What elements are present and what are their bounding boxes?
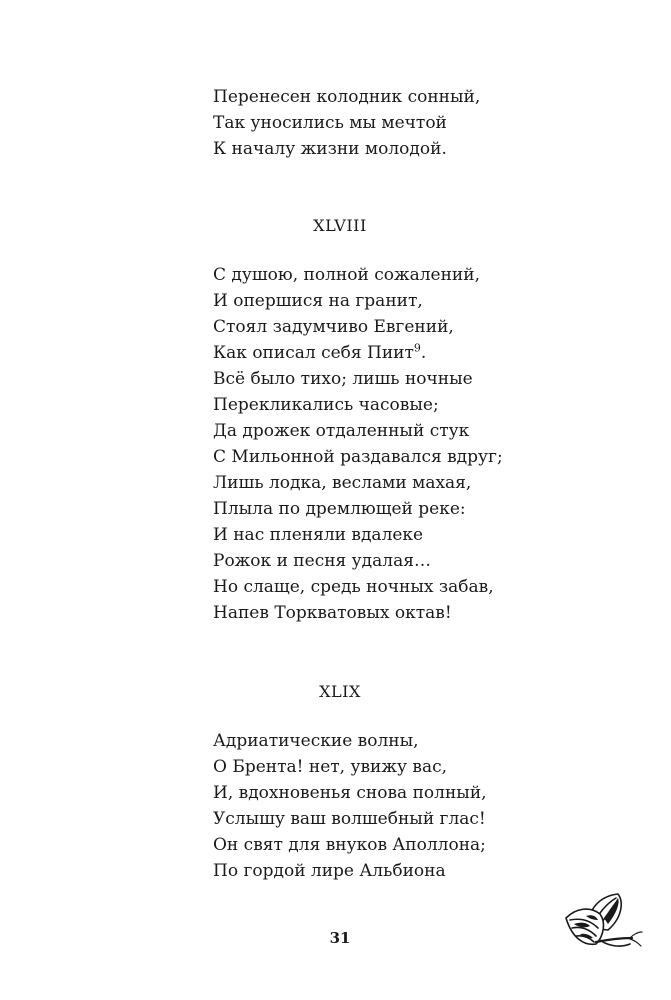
verse-line: Перекликались часовые; bbox=[213, 395, 439, 415]
stanza-heading: XLIX bbox=[319, 682, 361, 701]
verse-line: И нас пленяли вдалеке bbox=[213, 525, 424, 545]
page-number: 31 bbox=[329, 929, 351, 947]
verse-line: Он свят для внуков Аполлона; bbox=[213, 835, 486, 855]
stanza-xlix bbox=[213, 728, 487, 884]
verse-line: По гордой лире Альбиона bbox=[213, 861, 446, 881]
verse-line: Услышу ваш волшебный глас! bbox=[213, 809, 486, 829]
verse-line: К началу жизни молодой. bbox=[213, 139, 447, 159]
verse-line: Плыла по дремлющей реке: bbox=[213, 499, 466, 519]
footnote-marker[interactable]: 9 bbox=[413, 341, 421, 355]
stanza-xlviii bbox=[213, 262, 503, 626]
verse-line-with-footnote bbox=[213, 340, 503, 366]
stanza-continuation bbox=[213, 84, 480, 162]
verse-line: Напев Торкватовых октав! bbox=[213, 603, 452, 623]
verse-line: Всё было тихо; лишь ночные bbox=[213, 369, 473, 389]
verse-line: Адриатические волны, bbox=[213, 731, 419, 751]
verse-line: О Брента! нет, увижу вас, bbox=[213, 757, 448, 777]
verse-line: Лишь лодка, веслами махая, bbox=[213, 473, 472, 493]
verse-line: И, вдохновенья снова полный, bbox=[213, 783, 487, 803]
stanza-heading: XLVIII bbox=[313, 216, 367, 235]
verse-line: И опершися на гранит, bbox=[213, 291, 423, 311]
verse-text: Как описал себя Пиит bbox=[213, 343, 414, 363]
verse-line: Перенесен колодник сонный, bbox=[213, 87, 481, 107]
verse-line: Так уносились мы мечтой bbox=[213, 113, 447, 133]
verse-line: С Мильонной раздавался вдруг; bbox=[213, 447, 503, 467]
verse-punctuation: . bbox=[420, 343, 427, 363]
verse-line: Стоял задумчиво Евгений, bbox=[213, 317, 454, 337]
butterfly-icon bbox=[560, 888, 644, 958]
verse-line: С душою, полной сожалений, bbox=[213, 265, 480, 285]
verse-line: Рожок и песня удалая… bbox=[213, 551, 431, 571]
verse-line: Но слаще, средь ночных забав, bbox=[213, 577, 494, 597]
verse-line: Да дрожек отдаленный стук bbox=[213, 421, 470, 441]
